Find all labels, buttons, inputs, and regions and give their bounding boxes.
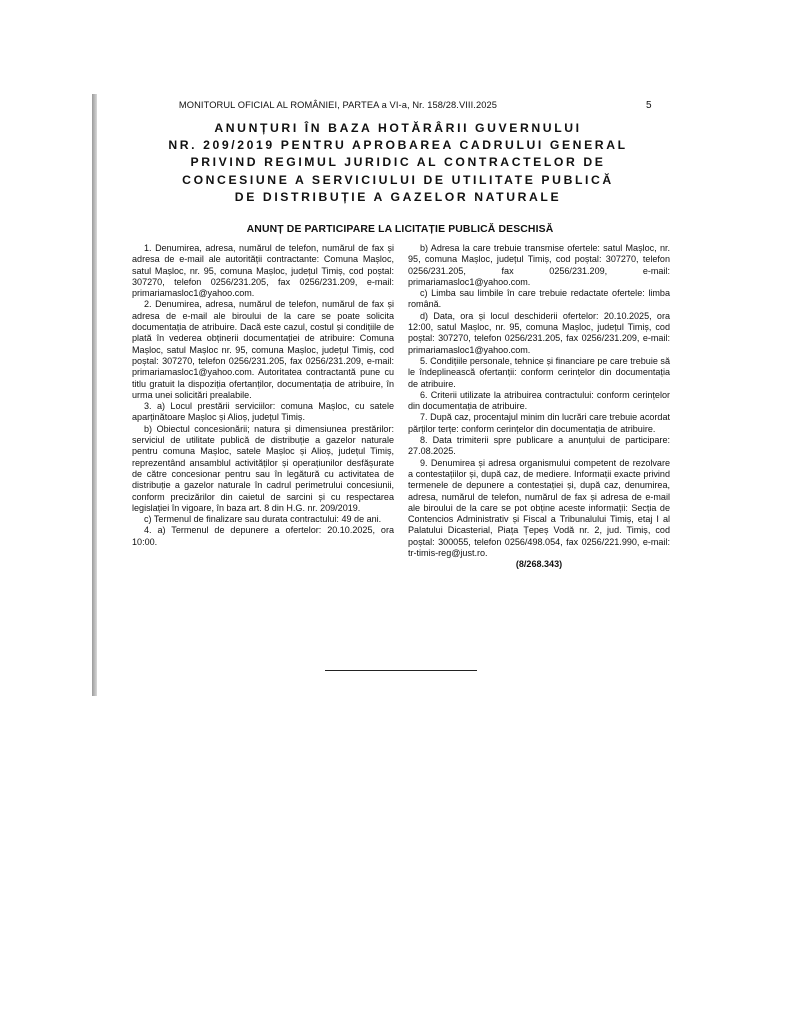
running-head: MONITORUL OFICIAL AL ROMÂNIEI, PARTEA a VI-a, Nr. 158/28.VIII.2025	[178, 100, 498, 110]
paragraph: d) Data, ora și locul deschiderii ofertelor: 20.10.2025, ora 12:00, satul Mașloc, nr. 95, comuna Mașloc, județul Timiș, cod poștal: 307270, telefon 0256/231.205, fax 0256/231.209, e-mail: primariamasloc1@yahoo.com.	[408, 310, 670, 355]
notice-title: ANUNȚ DE PARTICIPARE LA LICITAȚIE PUBLICĂ DESCHISĂ	[246, 224, 554, 235]
section-title-line: DE DISTRIBUȚIE A GAZELOR NATURALE	[234, 189, 562, 204]
paragraph: 1. Denumirea, adresa, numărul de telefon, numărul de fax și adresa de e-mail ale autorității contractante: Comuna Mașloc, satul Mașloc, nr. 95, comuna Mașloc, județul Timiș, cod poștal: 307270, telefon 0256/231.205, fax 0256/231.209, e-mail: primariamasloc1@yahoo.com.	[132, 243, 394, 299]
paragraph: 6. Criterii utilizate la atribuirea contractului: conform cerințelor din documentația de atribuire.	[408, 389, 670, 412]
paragraph: c) Termenul de finalizare sau durata contractului: 49 de ani.	[144, 514, 382, 525]
section-title	[118, 120, 678, 206]
paragraph: 2. Denumirea, adresa, numărul de telefon, numărul de fax și adresa de e-mail ale biroului de la care se poate solicita documentația de atribuire. Dacă este cazul, costul și condițiile de plată în vederea obținerii documentației de atribuire: Comuna Mașloc, satul Mașloc nr. 95, comuna Mașloc, județul Timiș, cod poștal: 307270, telefon 0256/231.205, fax 0256/231.209, e-mail: primariamasloc1@yahoo.com. Autoritatea contractantă pune cu titlu gratuit la dispoziția ofertanților, documentația de atribuire, în urma unei solicitări prealabile.	[132, 299, 394, 400]
paragraph: 8. Data trimiterii spre publicare a anunțului de participare: 27.08.2025.	[408, 435, 670, 457]
paragraph: 3. a) Locul prestării serviciilor: comuna Mașloc, cu satele aparținătoare Mașloc și Alioș, județul Timiș.	[132, 401, 394, 423]
section-title-line: CONCESIUNE A SERVICIULUI DE UTILITATE PUBLICĂ	[182, 172, 614, 187]
reference-number: (8/268.343)	[515, 559, 563, 570]
paragraph: 7. După caz, procentajul minim din lucrări care trebuie acordat părților terțe: conform cerințelor din documentația de atribuire.	[408, 412, 670, 434]
paragraph: 9. Denumirea și adresa organismului competent de rezolvare a contestațiilor și, după caz, de mediere. Informații exacte privind termenele de depunere a contestației și, după caz, denumirea, adresa, numărul de telefon, numărul de fax și adresa de e-mail ale biroului de la care se pot obține aceste informații: Secția de Contencios Administrativ și Fiscal a Tribunalului Timiș, etaj I al Palatului Dicasterial, Piața Țepeș Vodă nr. 2, jud. Timiș, cod poștal: 300055, telefon 0256/498.054, fax 0256/221.990, e-mail: tr-timis-reg@just.ro.	[408, 457, 670, 559]
end-rule	[325, 670, 477, 671]
left-column	[132, 243, 394, 548]
section-title-line: NR. 209/2019 PENTRU APROBAREA CADRULUI GENERAL	[168, 138, 628, 153]
paragraph: b) Adresa la care trebuie transmise ofertele: satul Mașloc, nr. 95, comuna Mașloc, județul Timiș, cod poștal: 307270, telefon 0256/231.205, fax 0256/231.209, e-mail: primariamasloc1@yahoo.com.	[408, 243, 670, 287]
page-number: 5	[646, 100, 652, 111]
paragraph: c) Limba sau limbile în care trebuie redactate ofertele: limba română.	[408, 288, 670, 310]
section-title-line: ANUNȚURI ÎN BAZA HOTĂRÂRII GUVERNULUI	[214, 121, 582, 135]
right-column	[408, 243, 670, 571]
section-title-line: PRIVIND REGIMUL JURIDIC AL CONTRACTELOR DE	[190, 155, 606, 170]
paragraph: 4. a) Termenul de depunere a ofertelor: 20.10.2025, ora 10:00.	[132, 525, 394, 547]
paragraph: b) Obiectul concesionării; natura și dimensiunea prestărilor: serviciul de utilitate publică de distribuție a gazelor naturale pentru comuna Mașloc, satele Mașloc și Alioș, județul Timiș, reprezentând ansamblul activităților și operațiunilor desfășurate de către concesionar pentru sau în legătură cu activitatea de distribuție a gazelor naturale în cadrul perimetrului concesiunii, conform precizărilor din caietul de sarcini și cu respectarea legislației în vigoare, în baza art. 8 din H.G. nr. 209/2019.	[132, 423, 394, 513]
scan-edge-shadow	[92, 94, 97, 696]
paragraph: 5. Condițiile personale, tehnice și financiare pe care trebuie să le îndeplinească ofertanții: conform cerințelor din documentația de atribuire.	[408, 355, 670, 389]
